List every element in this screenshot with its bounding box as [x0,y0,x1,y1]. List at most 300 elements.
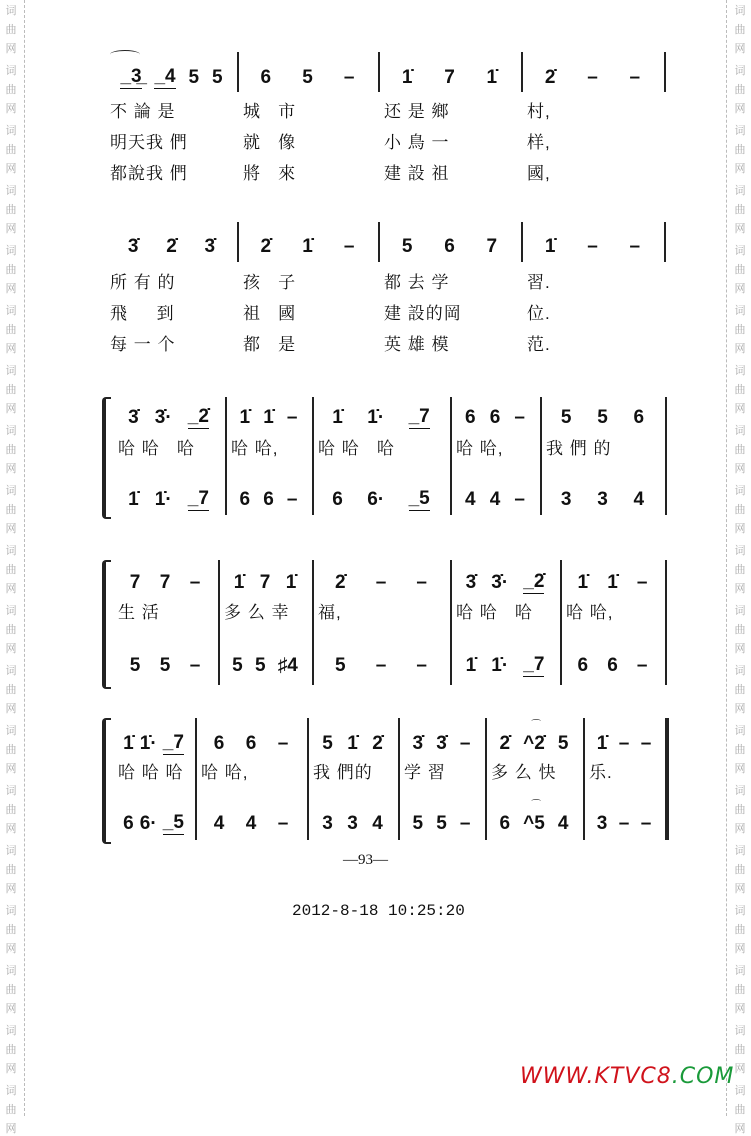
watermark-char: 网 [734,883,746,895]
lyric-text: 哈 哈 哈 [118,439,195,458]
watermark-char: 词 [734,845,746,857]
lyric-text: 福, [318,603,342,622]
note: 1̇ [332,407,343,428]
note: – [286,407,298,428]
watermark-char: 网 [5,943,17,955]
site-watermark [520,1064,734,1089]
note: 1̇ [239,407,251,428]
note: 3 [560,489,572,510]
upper-measure [540,403,665,429]
watermark-char: 词 [5,365,17,377]
note: _3̲ [120,66,142,87]
note: 3 [597,489,608,510]
note: 6 [245,733,257,754]
note: 7 [259,572,271,593]
note: 2̇ [372,733,383,754]
watermark-char: 曲 [734,624,746,636]
print-date: 2012-8-18 10:25:20 [292,902,465,920]
lyric-text: 不 論 是 [110,102,176,121]
note: 3̇ [412,733,424,754]
watermark-char: 网 [5,343,17,355]
watermark-char: 曲 [734,924,746,936]
watermark-char: 词 [734,365,746,377]
note: 1̇ [285,572,297,593]
note: – [277,813,289,834]
upper-measure [583,729,665,755]
note: _5 [162,812,184,833]
lyric-text: 村, [527,102,551,121]
note: 6 [489,407,501,428]
note: 3̇· [154,407,172,428]
watermark-char: 网 [5,1063,17,1075]
note: 6· [367,489,385,510]
lower-measure [195,809,307,835]
lyric-text: 我 們的 [313,763,373,782]
note: – [459,733,471,754]
note: 5 [560,407,572,428]
lyric-text: 將 來 [243,164,297,183]
lyric-text: 我 們 的 [546,439,612,458]
note: – [640,813,652,834]
watermark-char: 词 [5,785,17,797]
watermark-char: 词 [734,1025,746,1037]
note: 2̇ [544,67,556,88]
note: 6 [260,67,272,88]
watermark-char: 词 [5,245,17,257]
note: 5 [322,733,333,754]
lower-measure [218,651,312,677]
upper-measure [521,63,664,89]
lyric-text: 乐. [589,763,613,782]
upper-measure [450,568,560,594]
watermark-char: 网 [734,103,746,115]
lyric-text: 小 鳥 一 [384,133,450,152]
note: 7 [159,572,171,593]
watermark-char: 曲 [734,144,746,156]
note: 7 [129,572,141,593]
note: 1̇ [302,236,313,257]
watermark-char: 词 [5,125,17,137]
note: – [618,813,630,834]
note: – [587,236,598,257]
note: – [189,572,201,593]
note: _2̇ [187,406,209,427]
watermark-char: 词 [5,725,17,737]
barline [237,52,239,92]
upper-measure [378,232,521,258]
note: _4 [154,66,176,87]
watermark-char: 网 [5,403,17,415]
note: 7 [486,236,498,257]
note: – [459,813,471,834]
lower-measure [112,809,195,835]
watermark-char: 词 [5,665,17,677]
barline [237,222,239,262]
barline [378,222,380,262]
lower-measure [225,485,312,511]
note: 1̇· [139,733,157,754]
note: – [587,67,598,88]
upper-measure [225,403,312,429]
watermark-char: 曲 [5,204,17,216]
barline [312,397,314,515]
note: 5 [401,236,413,257]
watermark-char: 网 [734,343,746,355]
note: _5 [408,488,430,509]
note: – [416,572,427,593]
barline [378,52,380,92]
note: 1̇ [596,733,608,754]
note: 6 [239,489,251,510]
barline [225,397,227,515]
watermark-char: 曲 [734,504,746,516]
note: 4 [557,813,569,834]
lyric-text: 習. [527,273,551,292]
watermark-char: 网 [5,883,17,895]
watermark-char: 曲 [5,684,17,696]
upper-measure [218,568,312,594]
lyric-text: 都說我 們 [110,164,188,183]
watermark-char: 曲 [734,864,746,876]
note: 1̇ [128,489,139,510]
watermark-char: 词 [734,245,746,257]
note: 3̇ [465,572,477,593]
note: 1̇ [233,572,245,593]
note: – [343,67,355,88]
note: 2̇ [499,733,511,754]
lower-measure [112,651,218,677]
note: 3̇ [204,236,216,257]
watermark-char: 曲 [5,1044,17,1056]
fermata-icon: ⌒ [531,720,542,731]
watermark-char: 网 [5,583,17,595]
note: – [416,655,427,676]
watermark-char: 曲 [5,84,17,96]
note: 5 [188,67,200,88]
note: _7 [162,732,184,753]
note: _7 [187,488,209,509]
watermark-char: 网 [5,163,17,175]
watermark-char: 网 [734,223,746,235]
note: ♯4 [277,655,298,676]
watermark-char: 曲 [5,384,17,396]
lyric-text: 就 像 [243,133,297,152]
watermark-char: 网 [734,703,746,715]
note: 5 [129,655,141,676]
watermark-char: 曲 [5,144,17,156]
watermark-char: 词 [734,725,746,737]
note: 5 [211,67,223,88]
note: 5 [254,655,266,676]
watermark-char: 曲 [734,984,746,996]
lyric-text: 哈 哈, [201,763,249,782]
lower-measure [583,809,665,835]
watermark-char: 网 [734,403,746,415]
watermark-char: 词 [734,665,746,677]
barline [664,222,666,262]
watermark-char: 词 [734,545,746,557]
note: 1̇ [401,67,413,88]
lyric-text: 生 活 [118,603,160,622]
note: ^5 ⌒ [523,800,545,834]
watermark-char: 曲 [5,504,17,516]
barline [450,560,452,685]
note: – [277,733,289,754]
watermark-char: 曲 [734,324,746,336]
watermark-char: 曲 [734,84,746,96]
watermark-char: 网 [734,1123,746,1135]
note: 3̇ [128,407,139,428]
lyric-text: 孩 子 [243,273,297,292]
barline [398,718,400,840]
lyric-text: 英 雄 模 [384,335,450,354]
upper-measure [112,729,195,755]
watermark-char: 词 [5,5,17,17]
upper-measure [112,403,225,429]
lower-measure [450,651,560,677]
note: 6 [577,655,589,676]
watermark-char: 曲 [5,24,17,36]
upper-measure [450,403,540,429]
watermark-char: 曲 [734,204,746,216]
note: 4 [633,489,645,510]
note: – [375,655,387,676]
lower-measure [312,651,450,677]
upper-measure [106,232,237,258]
lower-measure [312,485,450,511]
system-brace [102,397,111,519]
barline [664,52,666,92]
watermark-char: 曲 [5,624,17,636]
lyric-text: 范. [527,335,551,354]
lyric-text: 多 么 快 [491,763,557,782]
upper-measure [312,568,450,594]
site-brand: KTVC8 [594,1064,672,1089]
watermark-char: 网 [5,763,17,775]
watermark-char: 网 [734,163,746,175]
watermark-char: 词 [734,785,746,797]
watermark-char: 网 [5,463,17,475]
upper-measure [560,568,665,594]
note: 5 [412,813,424,834]
lyric-text: 哈 哈, [231,439,279,458]
watermark-char: 词 [5,65,17,77]
upper-measure [521,232,664,258]
watermark-char: 曲 [734,384,746,396]
watermark-char: 网 [5,823,17,835]
note: 3 [596,813,608,834]
lower-measure [398,809,485,835]
note: 5 [159,655,171,676]
watermark-char: 网 [5,43,17,55]
barline [195,718,197,840]
note: 3 [322,813,333,834]
watermark-char: 网 [734,643,746,655]
upper-measure [312,403,450,429]
note: ^2̇ ⌒ [523,720,545,754]
lyric-text: 哈 哈, [456,439,504,458]
watermark-char: 曲 [734,804,746,816]
note: 6 [499,813,511,834]
barline [665,560,667,685]
note: 1̇ [486,67,498,88]
upper-measure [398,729,485,755]
final-barline [665,718,669,840]
watermark-char: 网 [734,943,746,955]
watermark-char: 网 [5,103,17,115]
note: 6 [444,236,455,257]
note: 3̇ [436,733,447,754]
watermark-char: 词 [5,605,17,617]
note: 6 [607,655,618,676]
note: 5 [557,733,569,754]
note: 6· [139,813,157,834]
upper-measure [106,63,237,89]
system-brace [102,718,111,844]
note: – [629,236,641,257]
note: 1̇ [607,572,618,593]
note: 6 [213,733,225,754]
note: 2̇ [166,236,177,257]
watermark-char: 词 [734,425,746,437]
site-prefix: WWW. [520,1064,595,1089]
lyric-text: 还 是 鄉 [384,102,450,121]
note: 1̇· [367,407,385,428]
lower-measure [450,485,540,511]
watermark-char: 网 [734,283,746,295]
barline [485,718,487,840]
upper-measure [378,63,521,89]
lower-measure [307,809,398,835]
note: 1̇ [465,655,477,676]
note: – [343,236,355,257]
note: 4 [489,489,501,510]
note: 6 [332,489,343,510]
note: 4 [245,813,257,834]
note: 6 [263,489,274,510]
lyric-text: 哈 哈 哈 [456,603,533,622]
watermark-char: 曲 [5,444,17,456]
site-suffix: .COM [671,1064,735,1089]
note: – [189,655,201,676]
lyric-text: 建 設的岡 [384,304,462,323]
watermark-char: 曲 [5,804,17,816]
note: 1̇ [544,236,556,257]
watermark-char: 曲 [5,984,17,996]
watermark-divider [726,0,727,1116]
note: 6 [465,407,476,428]
upper-measure [237,232,378,258]
note: 6 [123,813,134,834]
watermark-char: 词 [5,965,17,977]
watermark-char: 曲 [5,924,17,936]
lyric-text: 飛 到 [110,304,175,323]
note: 3̇· [491,572,509,593]
upper-measure [112,568,218,594]
note: 5 [335,655,346,676]
note: 1̇· [491,655,509,676]
lyric-text: 哈 哈 哈 [118,763,184,782]
watermark-char: 词 [734,305,746,317]
barline [583,718,585,840]
upper-measure [307,729,398,755]
note: – [618,733,630,754]
note: – [636,572,648,593]
lyric-text: 多 么 幸 [224,603,290,622]
watermark-char: 词 [734,125,746,137]
lower-measure [112,485,225,511]
watermark-char: 词 [5,185,17,197]
watermark-char: 网 [734,1003,746,1015]
watermark-char: 网 [734,523,746,535]
barline [665,397,667,515]
note: 1̇· [154,489,172,510]
note: 4 [372,813,383,834]
note: 1̇ [123,733,134,754]
note: 3̇ [127,236,139,257]
watermark-char: 网 [734,43,746,55]
watermark-char: 曲 [5,564,17,576]
watermark-char: 网 [5,223,17,235]
lower-measure [485,800,583,835]
note: – [375,572,387,593]
watermark-char: 词 [5,425,17,437]
watermark-char: 词 [734,965,746,977]
upper-measure [237,63,378,89]
watermark-char: 曲 [5,744,17,756]
note: 4 [465,489,476,510]
watermark-char: 曲 [734,264,746,276]
barline [521,222,523,262]
watermark-char: 网 [5,283,17,295]
barline [450,397,452,515]
watermark-char: 词 [734,65,746,77]
watermark-char: 曲 [5,264,17,276]
watermark-char: 曲 [734,1044,746,1056]
note: – [636,655,648,676]
note: – [286,489,298,510]
note: – [514,489,525,510]
watermark-char: 词 [5,545,17,557]
watermark-char: 词 [5,905,17,917]
watermark-char: 词 [5,845,17,857]
lower-measure [540,485,665,511]
watermark-char: 词 [5,1085,17,1097]
note: – [629,67,641,88]
note: – [514,407,525,428]
watermark-char: 词 [5,305,17,317]
lyric-text: 位. [527,304,551,323]
note: 2̇ [335,572,346,593]
watermark-char: 曲 [5,324,17,336]
watermark-char: 曲 [5,1104,17,1116]
watermark-char: 网 [5,1003,17,1015]
note: 5 [232,655,243,676]
watermark-char: 网 [734,463,746,475]
watermark-char: 网 [734,583,746,595]
upper-measure [485,720,583,755]
lyric-text: 祖 國 [243,304,297,323]
note: 5 [436,813,447,834]
lyric-text: 学 習 [404,763,446,782]
watermark-char: 曲 [734,684,746,696]
barline [540,397,542,515]
watermark-char: 网 [734,763,746,775]
watermark-divider [24,0,25,1116]
watermark-char: 曲 [734,1104,746,1116]
note: 2̇ [260,236,272,257]
lyric-text: 都 是 [243,335,297,354]
